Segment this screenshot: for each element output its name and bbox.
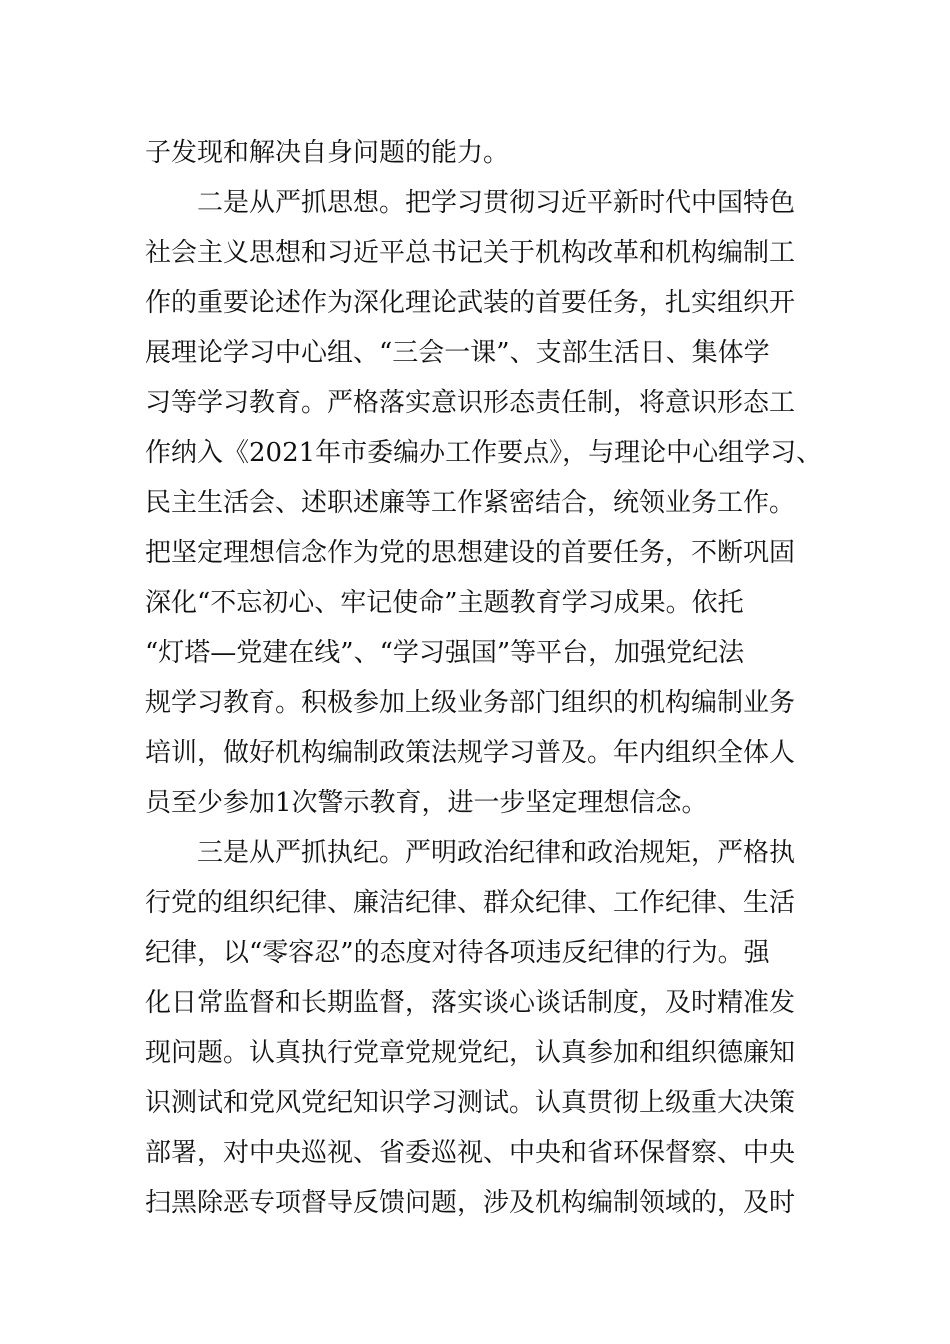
- text-line-19: 现问题。认真执行党章党规党纪，认真参加和组织德廉知: [145, 1038, 796, 1068]
- text-line-6: 习等学习教育。严格落实意识形态责任制，将意识形态工: [145, 388, 796, 418]
- text-line-5: 展理论学习中心组、“三会一课”、支部生活日、集体学: [145, 338, 770, 368]
- text-line-11: “灯塔—党建在线”、“学习强国”等平台，加强党纪法: [145, 638, 745, 668]
- paragraph-3-line-1: 三是从严抓执纪。严明政治纪律和政治规矩，严格执: [197, 838, 796, 868]
- text-line-14: 员至少参加1次警示教育，进一步坚定理想信念。: [145, 788, 708, 818]
- text-line-10: 深化“不忘初心、牢记使命”主题教育学习成果。依托: [145, 588, 744, 618]
- text-line-21: 部署，对中央巡视、省委巡视、中央和省环保督察、中央: [145, 1138, 796, 1168]
- text-line-4: 作的重要论述作为深化理论武装的首要任务，扎实组织开: [145, 288, 796, 318]
- text-line-20: 识测试和党风党纪知识学习测试。认真贯彻上级重大决策: [145, 1088, 796, 1118]
- text-line-9: 把坚定理想信念作为党的思想建设的首要任务，不断巩固: [145, 538, 796, 568]
- text-line-13: 培训，做好机构编制政策法规学习普及。年内组织全体人: [145, 738, 796, 768]
- text-line-17: 纪律，以“零容忍”的态度对待各项违反纪律的行为。强: [145, 938, 770, 968]
- text-line-22: 扫黑除恶专项督导反馈问题，涉及机构编制领域的，及时: [145, 1188, 796, 1218]
- text-line-18: 化日常监督和长期监督，落实谈心谈话制度，及时精准发: [145, 988, 796, 1018]
- paragraph-2-line-1: 二是从严抓思想。把学习贯彻习近平新时代中国特色: [197, 188, 796, 218]
- text-line-1: 子发现和解决自身问题的能力。: [145, 138, 510, 168]
- text-line-12: 规学习教育。积极参加上级业务部门组织的机构编制业务: [145, 688, 796, 718]
- text-line-8: 民主生活会、述职述廉等工作紧密结合，统领业务工作。: [145, 488, 796, 518]
- text-line-16: 行党的组织纪律、廉洁纪律、群众纪律、工作纪律、生活: [145, 888, 796, 918]
- text-line-7: 作纳入《2021年市委编办工作要点》，与理论中心组学习、: [145, 438, 823, 468]
- text-line-3: 社会主义思想和习近平总书记关于机构改革和机构编制工: [145, 238, 796, 268]
